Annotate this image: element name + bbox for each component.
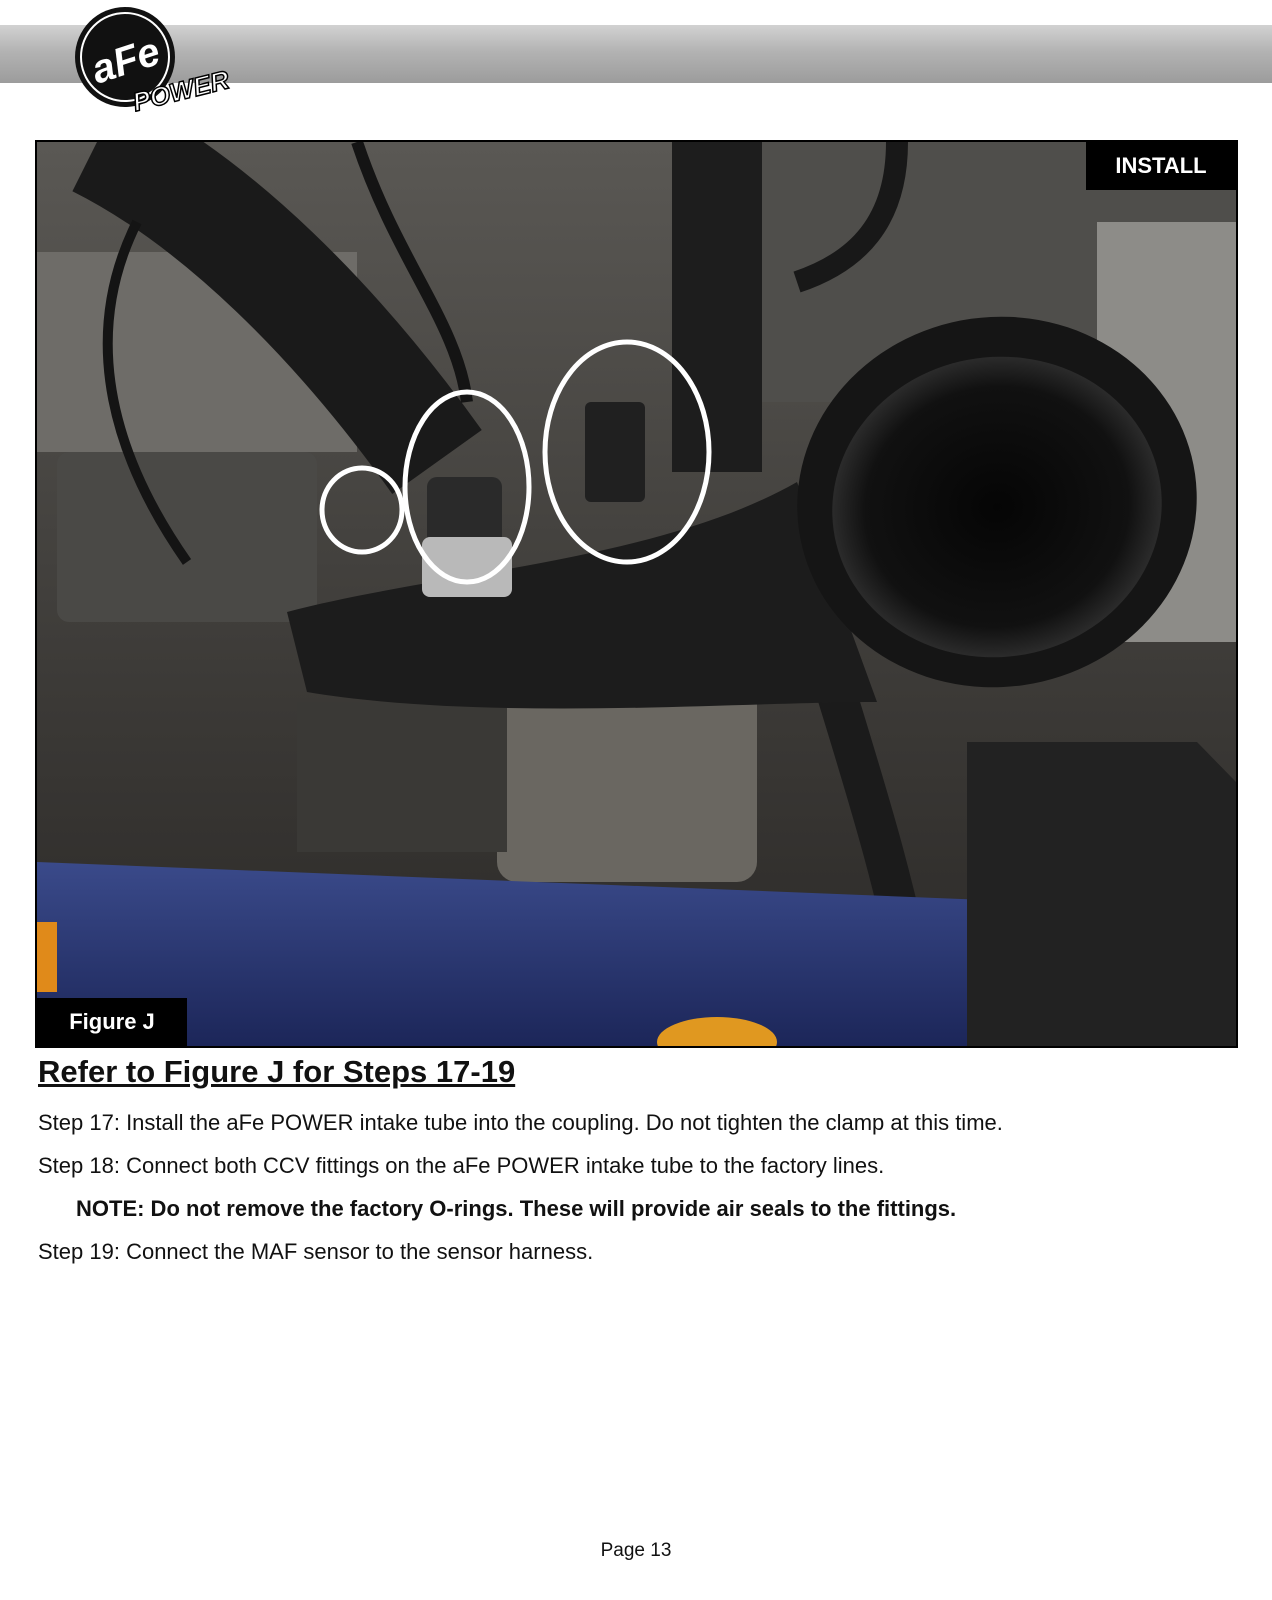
- step-18: Step 18: Connect both CCV fittings on the aFe POWER intake tube to the factory lines.: [38, 1153, 885, 1178]
- engine-bay-photo: [37, 142, 1236, 1046]
- note: NOTE: Do not remove the factory O-rings. These will provide air seals to the fittings.: [76, 1196, 957, 1221]
- afe-power-logo: [70, 2, 250, 112]
- figure-caption-label: Figure J: [37, 998, 187, 1046]
- svg-text:aFe: aFe: [86, 29, 166, 93]
- install-label: INSTALL: [1086, 142, 1236, 190]
- figure-j: [35, 140, 1238, 1048]
- steps-list: [38, 1108, 1238, 1280]
- svg-text:POWER: POWER: [129, 64, 233, 112]
- step-19: Step 19: Connect the MAF sensor to the sensor harness.: [38, 1239, 594, 1264]
- section-heading: Refer to Figure J for Steps 17-19: [38, 1054, 516, 1089]
- step-17: Step 17: Install the aFe POWER intake tube into the coupling. Do not tighten the clamp at this time.: [38, 1110, 1003, 1135]
- page-number: Page 13: [600, 1540, 672, 1561]
